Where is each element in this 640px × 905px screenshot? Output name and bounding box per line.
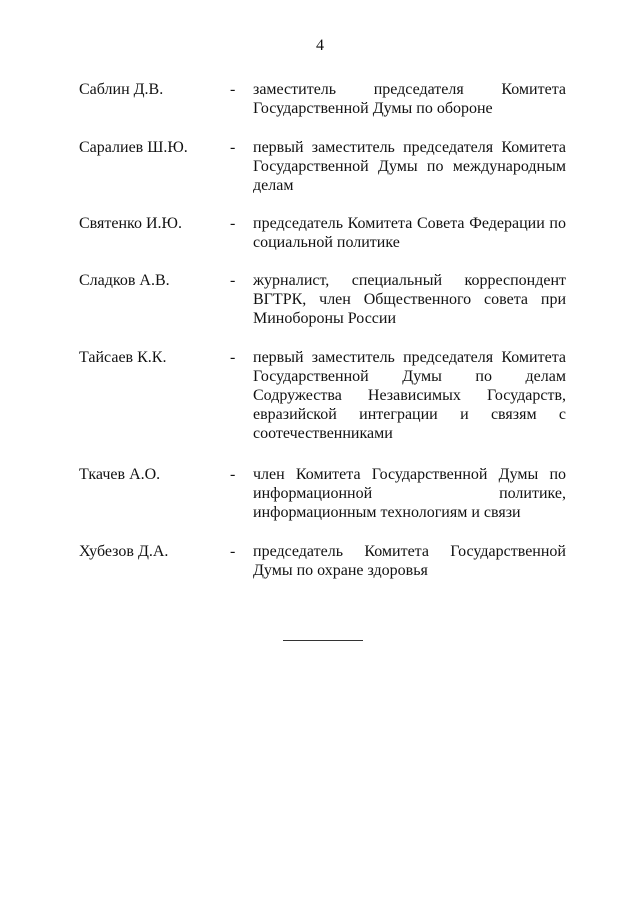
dash-separator: - [230,139,236,156]
member-name: Святенко И.Ю. [79,215,182,232]
dash-separator: - [230,466,236,483]
dash-separator: - [230,349,236,366]
end-separator-line [283,640,363,641]
member-description: первый заместитель председателя Комитета Государственной Думы по делам Содружества Независимых Государств, евразийской интеграции и связям с соотечественниками [253,349,566,442]
member-description: член Комитета Государственной Думы по информационной политике, информационным технологиям и связи [253,466,566,521]
dash-separator: - [230,272,236,289]
member-description: журналист, специальный корреспондент ВГТРК, член Общественного совета при Минобороны России [253,272,566,327]
member-name: Тайсаев К.К. [79,349,167,366]
member-description: председатель Комитета Совета Федерации по социальной политике [253,215,566,251]
dash-separator: - [230,543,236,560]
member-name: Ткачев А.О. [79,466,161,483]
page-number: 4 [316,37,324,54]
member-name: Саблин Д.В. [79,81,164,98]
member-name: Саралиев Ш.Ю. [79,139,188,156]
member-name: Хубезов Д.А. [79,543,169,560]
dash-separator: - [230,215,236,232]
member-description: заместитель председателя Комитета Государственной Думы по обороне [253,81,566,117]
member-description: первый заместитель председателя Комитета Государственной Думы по международным делам [253,139,566,194]
member-name: Сладков А.В. [79,272,170,289]
dash-separator: - [230,81,236,98]
member-description: председатель Комитета Государственной Думы по охране здоровья [253,543,566,579]
